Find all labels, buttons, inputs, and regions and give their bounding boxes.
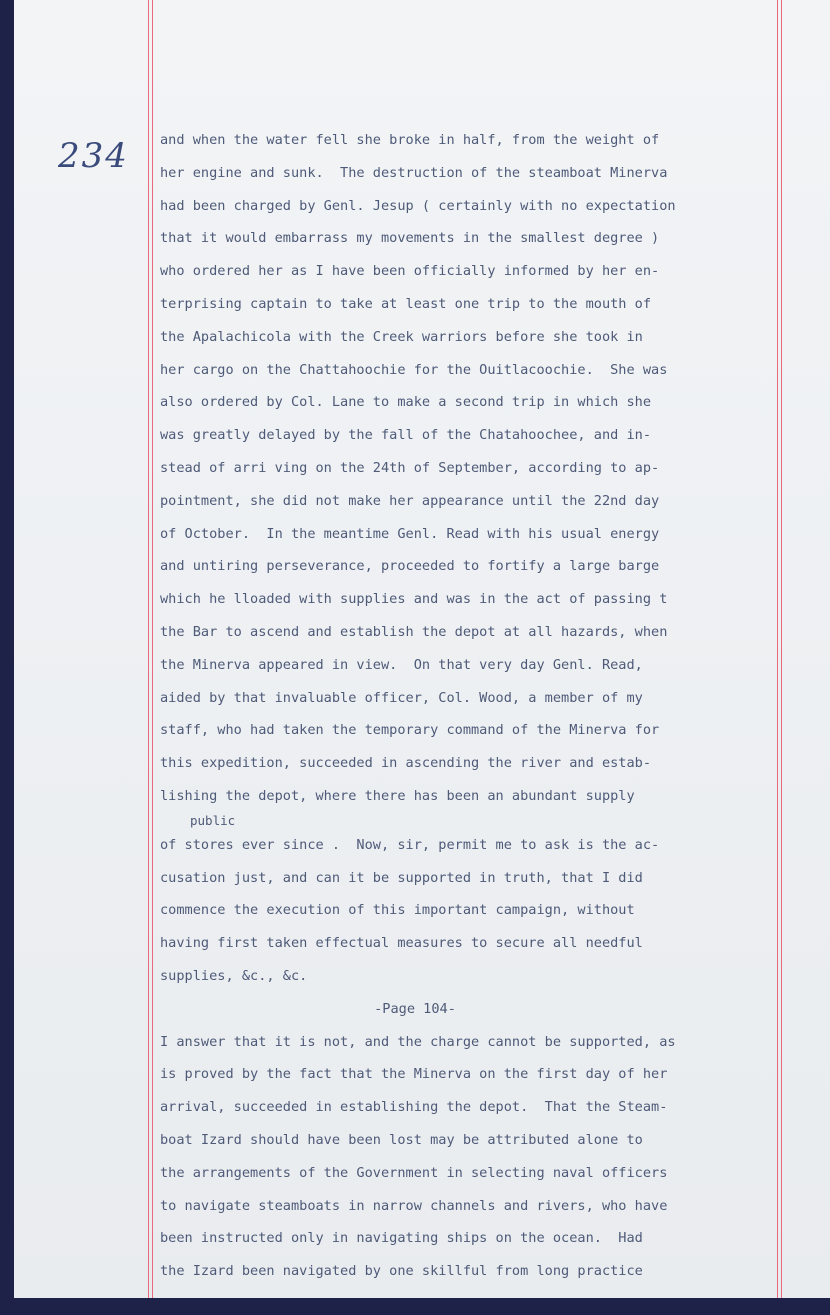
- text-line: aided by that invaluable officer, Col. Wood, a member of my: [160, 689, 643, 706]
- text-line: was greatly delayed by the fall of the Chatahoochee, and in-: [160, 427, 652, 444]
- text-line: the Minerva appeared in view. On that very day Genl. Read,: [160, 656, 643, 673]
- handwritten-page-number: 234: [58, 136, 129, 176]
- typed-text-body: [160, 124, 800, 1288]
- text-line: of October. In the meantime Genl. Read with his usual energy: [160, 525, 660, 542]
- text-line: also ordered by Col. Lane to make a second trip in which she: [160, 394, 652, 411]
- text-line: boat Izard should have been lost may be attributed alone to: [160, 1131, 643, 1148]
- text-line: been instructed only in navigating ships on the ocean. Had: [160, 1230, 643, 1247]
- text-line: the Bar to ascend and establish the depot at all hazards, when: [160, 623, 668, 640]
- text-line: staff, who had taken the temporary command of the Minerva for: [160, 722, 660, 739]
- page-marker: -Page 104-: [374, 1000, 456, 1017]
- text-line: who ordered her as I have been officially informed by her en-: [160, 263, 660, 280]
- interlinear-insertion: public: [190, 812, 236, 828]
- text-line: the arrangements of the Government in selecting naval officers: [160, 1164, 668, 1181]
- text-line: I answer that it is not, and the charge cannot be supported, as: [160, 1033, 676, 1050]
- text-line: pointment, she did not make her appearance until the 22nd day: [160, 492, 660, 509]
- text-line: this expedition, succeeded in ascending the river and estab-: [160, 755, 652, 772]
- text-line: had been charged by Genl. Jesup ( certainly with no expectation: [160, 197, 676, 214]
- text-line: terprising captain to take at least one trip to the mouth of: [160, 295, 652, 312]
- text-line: commence the execution of this important campaign, without: [160, 902, 635, 919]
- text-line: cusation just, and can it be supported in truth, that I did: [160, 869, 643, 886]
- left-margin-line-2: [152, 0, 153, 1298]
- text-line: supplies, &c., &c.: [160, 967, 308, 984]
- text-line: and when the water fell she broke in half, from the weight of: [160, 132, 660, 148]
- text-line: having first taken effectual measures to secure all needful: [160, 935, 643, 952]
- text-line: and untiring perseverance, proceeded to fortify a large barge: [160, 558, 660, 575]
- text-line: the Apalachicola with the Creek warriors before she took in: [160, 328, 643, 345]
- text-line: her engine and sunk. The destruction of the steamboat Minerva: [160, 164, 668, 181]
- text-line: stead of arri ving on the 24th of September, according to ap-: [160, 459, 660, 476]
- text-line: is proved by the fact that the Minerva on the first day of her: [160, 1066, 668, 1083]
- text-line: lishing the depot, where there has been an abundant supply: [160, 787, 635, 804]
- text-line: to navigate steamboats in narrow channels and rivers, who have: [160, 1197, 668, 1214]
- text-line: the Izard been navigated by one skillful from long practice: [160, 1263, 643, 1280]
- text-line: which he lloaded with supplies and was in the act of passing t: [160, 591, 668, 608]
- left-margin-line: [148, 0, 149, 1298]
- text-line: of stores ever since . Now, sir, permit me to ask is the ac-: [160, 836, 660, 853]
- text-line: that it would embarrass my movements in the smallest degree ): [160, 230, 660, 247]
- text-line: arrival, succeeded in establishing the depot. That the Steam-: [160, 1099, 668, 1116]
- text-line: her cargo on the Chattahoochie for the Ouitlacoochie. She was: [160, 361, 668, 378]
